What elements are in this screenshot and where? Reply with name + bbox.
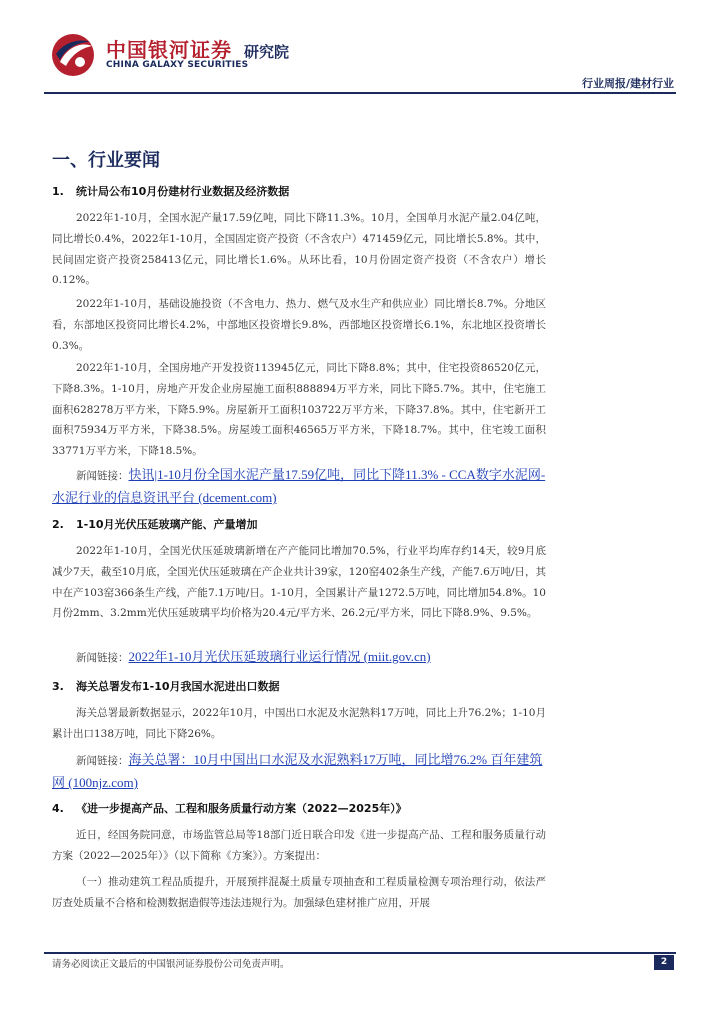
logo-chinese-name: 中国银河证券 [106, 38, 232, 62]
logo-english-name: CHINA GALAXY SECURITIES [106, 60, 249, 70]
news-paragraph: （一）推动建筑工程品质提升，开展预拌混凝土质量专项抽查和工程质量检测专项治理行动，依法严厉查处质量不合格和检测数据造假等违法违规行为。加强绿色建材推广应用，开展 [52, 876, 546, 909]
report-tag: 行业周报/建材行业 [581, 77, 674, 90]
news-number: 4. [52, 802, 64, 815]
news-paragraph: 2022年1-10月，全国水泥产量17.59亿吨，同比下降11.3%。10月，全国单月水泥产量2.04亿吨，同比增长0.4%，2022年1-10月，全国固定资产投资（不含农户）471459亿元，同比增长5.8%。其中，民间固定资产投资258413亿元，同比增长1.6%。从环比看，10月份固定资产投资（不含农户）增长0.12%。 [52, 212, 546, 287]
galaxy-logo-icon [50, 32, 96, 78]
news-link-label: 新闻链接： [76, 470, 129, 482]
news-link-label: 新闻链接： [76, 755, 129, 767]
news-number: 2. [52, 518, 64, 531]
news-paragraph: 2022年1-10月，基础设施投资（不含电力、热力、燃气及水生产和供应业）同比增长8.7%。分地区看，东部地区投资同比增长4.2%，中部地区投资增长9.8%，西部地区投资增长6.1%，东北地区投资增长0.3%。 [52, 298, 546, 352]
news-link-line [52, 464, 546, 510]
header-divider [44, 92, 676, 94]
news-heading [52, 800, 407, 816]
news-heading-text: 《进一步提高产品、工程和服务质量行动方案（2022—2025年）》 [76, 802, 407, 815]
footer-disclaimer: 请务必阅读正文最后的中国银河证券股份公司免责声明。 [52, 959, 290, 970]
footer-divider [44, 952, 676, 954]
news-link-line [52, 646, 546, 669]
page-header [44, 28, 676, 90]
news-paragraph: 海关总署最新数据显示，2022年10月，中国出口水泥及水泥熟料17万吨，同比上升76.2%；1-10月累计出口138万吨，同比下降26%。 [52, 707, 546, 740]
news-paragraph: 近日，经国务院同意，市场监管总局等18部门近日联合印发《进一步提高产品、工程和服务质量行动方案（2022—2025年）》（以下简称《方案》）。方案提出： [52, 829, 546, 862]
news-paragraph: 2022年1-10月，全国光伏压延玻璃新增在产产能同比增加70.5%，行业平均库存约14天，较9月底减少7天，截至10月底，全国光伏压延玻璃在产企业共计39家，120窑402条生产线，产能7.6万吨/日，其中在产103窑366条生产线，产能7.1万吨/日。1-10月，全国累计产量1272.5万吨，同比增加54.8%。10月份2mm、3.2mm光伏压延玻璃平均价格为20.4元/平方米、26.2元/平方米，同比下降8.9%、9.5%。 [52, 545, 546, 620]
news-heading [52, 516, 258, 532]
news-link-line [52, 749, 546, 795]
news-number: 3. [52, 680, 64, 693]
news-heading-text: 1-10月光伏压延玻璃产能、产量增加 [76, 518, 258, 531]
page-number: 2 [654, 955, 674, 970]
news-link-label: 新闻链接： [76, 652, 129, 664]
news-heading-text: 海关总署发布1-10月我国水泥进出口数据 [76, 680, 280, 693]
news-paragraph: 2022年1-10月，全国房地产开发投资113945亿元，同比下降8.8%；其中，住宅投资86520亿元，下降8.3%。1-10月，房地产开发企业房屋施工面积888894万平方米，同比下降5.7%。其中，住宅施工面积628278万平方米，下降5.9%。房屋新开工面积103722万平方米，下降37.8%。其中，住宅新开工面积75934万平方米，下降38.5%。房屋竣工面积46565万平方米，下降18.7%。其中，住宅竣工面积33771万平方米，下降18.5%。 [52, 362, 546, 458]
news-link[interactable]: 2022年1-10月光伏压延玻璃行业运行情况 (miit.gov.cn) [128, 649, 431, 664]
section-title: 一、行业要闻 [52, 150, 160, 171]
news-number: 1. [52, 185, 64, 198]
news-link[interactable]: 海关总署：10月中国出口水泥及水泥熟料17万吨，同比增76.2% 百年建筑网 (100njz.com) [52, 752, 543, 790]
news-heading [52, 678, 280, 694]
news-heading [52, 183, 289, 199]
news-heading-text: 统计局公布10月份建材行业数据及经济数据 [76, 185, 290, 198]
institute-label: 研究院 [244, 43, 290, 61]
news-link[interactable]: 快讯|1-10月份全国水泥产量17.59亿吨，同比下降11.3% - CCA数字水泥网-水泥行业的信息资讯平台 (dcement.com) [52, 467, 546, 505]
